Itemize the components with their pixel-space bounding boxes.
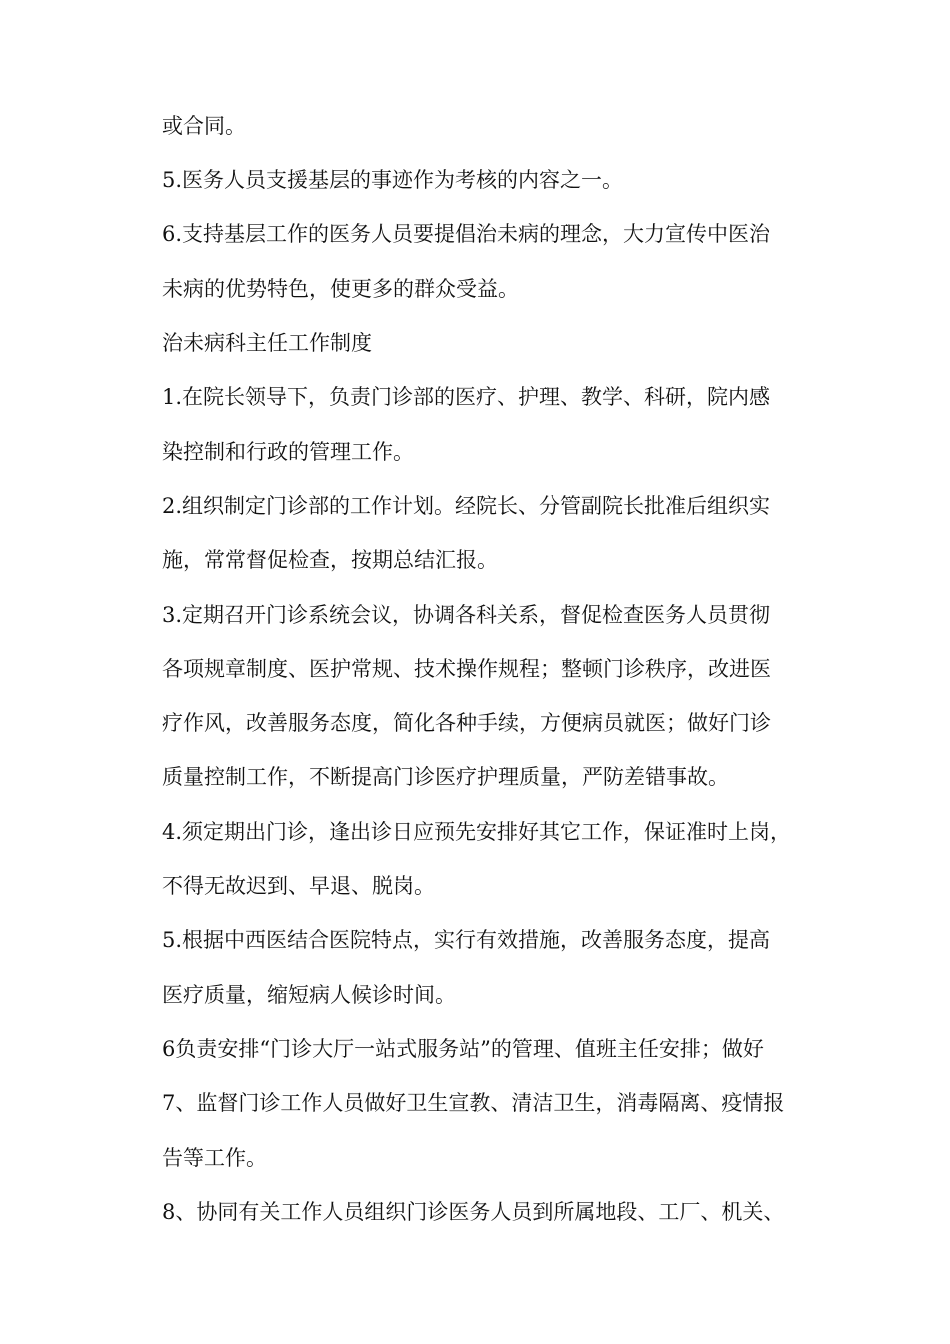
text-line: 医疗质量，缩短病人候诊时间。 bbox=[162, 983, 456, 1007]
text-line: 各项规章制度、医护常规、技术操作规程；整顿门诊秩序，改进医 bbox=[162, 657, 771, 681]
text-line: 6.支持基层工作的医务人员要提倡治未病的理念，大力宣传中医治 bbox=[162, 222, 771, 246]
section-heading: 治未病科主任工作制度 bbox=[162, 331, 372, 355]
text-line: 不得无故迟到、早退、脱岗。 bbox=[162, 874, 435, 898]
text-line: 7、监督门诊工作人员做好卫生宣教、清洁卫生，消毒隔离、疫情报 bbox=[162, 1091, 785, 1115]
text-line: 施，常常督促检查，按期总结汇报。 bbox=[162, 548, 498, 572]
text-line: 5.医务人员支援基层的事迹作为考核的内容之一。 bbox=[162, 168, 624, 192]
text-line: 2.组织制定门诊部的工作计划。经院长、分管副院长批准后组织实 bbox=[162, 494, 771, 518]
text-line: 质量控制工作，不断提高门诊医疗护理质量，严防差错事故。 bbox=[162, 765, 729, 789]
text-line: 或合同。 bbox=[162, 114, 246, 138]
text-line: 5.根据中西医结合医院特点，实行有效措施，改善服务态度，提高 bbox=[162, 928, 771, 952]
text-line: 3.定期召开门诊系统会议，协调各科关系，督促检查医务人员贯彻 bbox=[162, 603, 771, 627]
text-line: 6负责安排“门诊大厅一站式服务站”的管理、值班主任安排；做好 bbox=[162, 1037, 764, 1061]
text-line: 1.在院长领导下，负责门诊部的医疗、护理、教学、科研，院内感 bbox=[162, 385, 771, 409]
text-line: 8、协同有关工作人员组织门诊医务人员到所属地段、工厂、机关、 bbox=[162, 1200, 785, 1224]
text-line: 未病的优势特色，使更多的群众受益。 bbox=[162, 277, 519, 301]
text-line: 染控制和行政的管理工作。 bbox=[162, 440, 414, 464]
text-line: 疗作风，改善服务态度，简化各种手续，方便病员就医；做好门诊 bbox=[162, 711, 771, 735]
text-line: 告等工作。 bbox=[162, 1146, 267, 1170]
text-line: 4.须定期出门诊，逢出诊日应预先安排好其它工作，保证准时上岗， bbox=[162, 820, 792, 844]
